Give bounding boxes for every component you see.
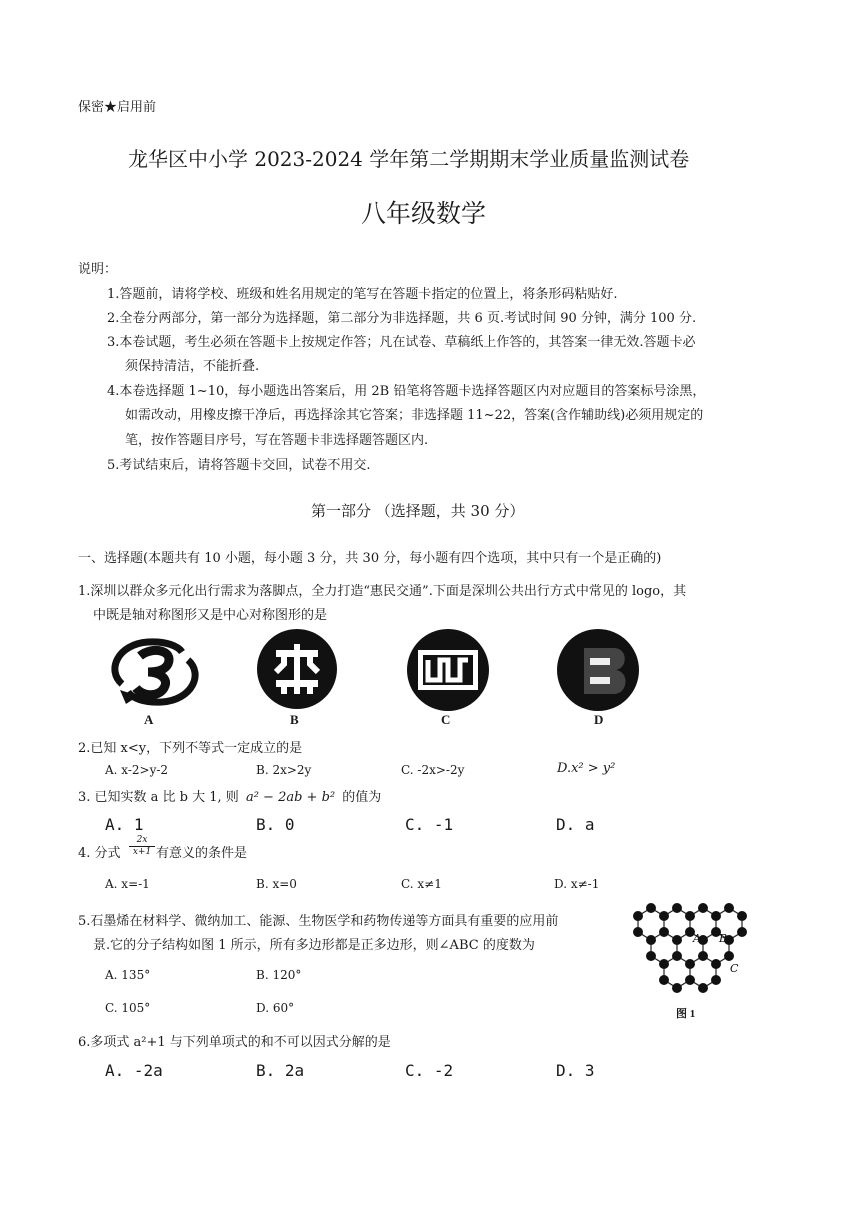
logo-d-label: D bbox=[594, 712, 604, 727]
instruction-item: 1.答题前，请将学校、班级和姓名用规定的笔写在答题卡指定的位置上，将条形码粘贴好. bbox=[107, 287, 618, 302]
q2-option-c: C. -2x>-2y bbox=[401, 763, 465, 777]
q2-option-d: D.x² > y² bbox=[557, 761, 616, 776]
instruction-item: 如需改动，用橡皮擦干净后，再选择涂其它答案；非选择题 11~22，答案(含作辅助线)必须用规定的 bbox=[125, 408, 704, 423]
q5-option-c: C. 105° bbox=[105, 1001, 151, 1015]
point-a-label: A bbox=[693, 932, 701, 945]
q5-stem-line1: 5.石墨烯在材料学、微纳加工、能源、生物医学和药物传递等方面具有重要的应用前 bbox=[78, 914, 559, 929]
q4-fraction bbox=[129, 835, 155, 858]
q4-option-c: C. x≠1 bbox=[401, 877, 442, 891]
confidential-label: 保密★启用前 bbox=[78, 100, 157, 115]
part-heading: 第一部分 （选择题，共 30 分） bbox=[311, 502, 525, 520]
graphene-figure bbox=[626, 898, 758, 1000]
q6-stem: 6.多项式 a²+1 与下列单项式的和不可以因式分解的是 bbox=[78, 1035, 391, 1050]
q5-option-a: A. 135° bbox=[105, 968, 151, 982]
point-b-label: B bbox=[719, 932, 728, 945]
q3-stem-suffix: 的值为 bbox=[342, 790, 382, 805]
q1-stem-line2: 中既是轴对称图形又是中心对称图形的是 bbox=[93, 608, 328, 623]
logo-c-icon bbox=[406, 628, 490, 712]
point-c-label: C bbox=[730, 962, 739, 975]
logo-a-label: A bbox=[144, 712, 154, 727]
logo-b-icon bbox=[256, 628, 338, 710]
q4-suffix: 有意义的条件是 bbox=[156, 846, 248, 861]
q6-option-d: D. 3 bbox=[556, 1061, 595, 1080]
q3-option-a: A. 1 bbox=[105, 815, 144, 834]
figure-caption: 图 1 bbox=[676, 1008, 696, 1020]
q4-frac-numerator: 2x bbox=[136, 835, 148, 845]
q4-option-b: B. x=0 bbox=[256, 877, 297, 891]
exam-title: 龙华区中小学 2023-2024 学年第二学期期末学业质量监测试卷 bbox=[128, 147, 690, 171]
q4-prefix: 4. 分式 bbox=[78, 846, 121, 861]
subject-title: 八年级数学 bbox=[361, 199, 487, 228]
q4-option-a: A. x=-1 bbox=[105, 877, 150, 891]
q4-frac-denominator: x+1 bbox=[129, 846, 155, 858]
q3-stem-prefix: 3. 已知实数 a 比 b 大 1, 则 bbox=[78, 790, 239, 805]
q5-option-b: B. 120° bbox=[256, 968, 302, 982]
instruction-item: 须保持清洁，不能折叠. bbox=[125, 359, 260, 374]
instruction-item: 4.本卷选择题 1~10，每小题选出答案后，用 2B 铅笔将答题卡选择答题区内对应题目的答案标号涂黑， bbox=[107, 384, 706, 399]
q3-option-c: C. -1 bbox=[405, 815, 454, 834]
instruction-item: 2.全卷分两部分，第一部分为选择题，第二部分为非选择题，共 6 页.考试时间 90 分钟，满分 100 分. bbox=[107, 311, 697, 326]
q3-stem bbox=[78, 786, 381, 805]
q3-option-b: B. 0 bbox=[256, 815, 295, 834]
q6-option-c: C. -2 bbox=[405, 1061, 454, 1080]
q2-option-b: B. 2x>2y bbox=[256, 763, 312, 777]
q1-stem-line1: 1.深圳以群众多元化出行需求为落脚点，全力打造“惠民交通”.下面是深圳公共出行方式中常见的 logo，其 bbox=[78, 584, 687, 599]
q3-option-d: D. a bbox=[556, 815, 595, 834]
logo-c-label: C bbox=[441, 712, 451, 727]
instruction-item: 5.考试结束后，请将答题卡交回，试卷不用交. bbox=[107, 458, 371, 473]
instruction-item: 笔，按作答题目序号，写在答题卡非选择题答题区内. bbox=[125, 433, 429, 448]
instructions-label: 说明： bbox=[78, 262, 118, 277]
q6-option-b: B. 2a bbox=[256, 1061, 305, 1080]
section-intro: 一、选择题(本题共有 10 小题，每小题 3 分，共 30 分，每小题有四个选项，其中只有一个是正确的) bbox=[78, 551, 662, 566]
q2-stem: 2.已知 x<y，下列不等式一定成立的是 bbox=[78, 741, 303, 756]
q5-stem-line2: 景.它的分子结构如图 1 所示，所有多边形都是正多边形，则∠ABC 的度数为 bbox=[93, 938, 535, 953]
q3-expression: a² − 2ab + b² bbox=[245, 790, 336, 805]
q4-option-d: D. x≠-1 bbox=[554, 877, 600, 891]
q6-option-a: A. -2a bbox=[105, 1061, 163, 1080]
q5-option-d: D. 60° bbox=[256, 1001, 295, 1015]
logo-a-icon bbox=[104, 634, 206, 710]
logo-b-label: B bbox=[290, 712, 299, 727]
instruction-item: 3.本卷试题，考生必须在答题卡上按规定作答；凡在试卷、草稿纸上作答的，其答案一律无效.答题卡必 bbox=[107, 335, 696, 350]
q2-option-a: A. x-2>y-2 bbox=[105, 763, 169, 777]
logo-d-icon bbox=[556, 628, 640, 712]
